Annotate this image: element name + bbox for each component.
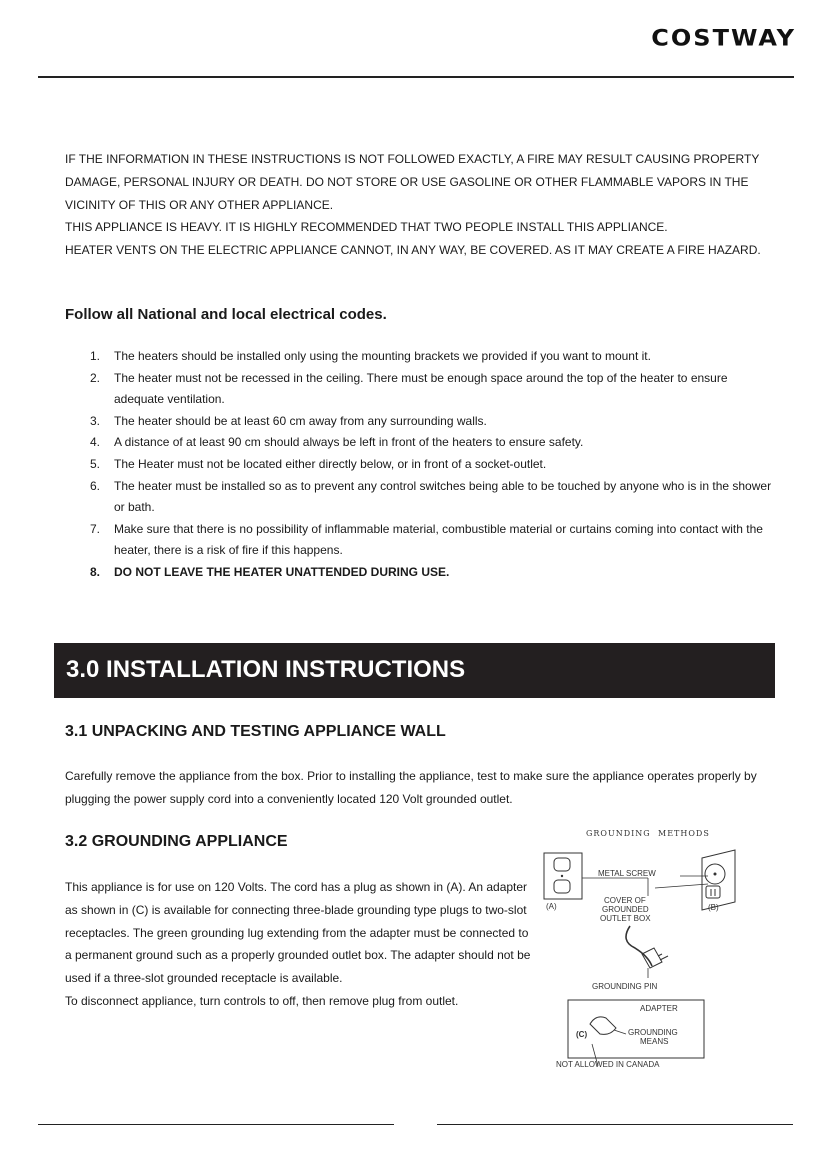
subsection-heading-3-1: 3.1 UNPACKING AND TESTING APPLIANCE WALL — [65, 723, 446, 740]
grounding-pin-label: GROUNDING PIN — [592, 982, 658, 991]
list-item — [90, 368, 780, 411]
list-number: 6. — [90, 478, 101, 493]
adapter-icon — [590, 1017, 616, 1035]
codes-heading: Follow all National and local electrical codes. — [65, 306, 387, 323]
subsection-text-3-2 — [65, 876, 535, 1013]
footer-divider-left — [38, 1124, 394, 1125]
figure-title-left: GROUNDING — [586, 829, 651, 838]
label-a: (A) — [546, 902, 557, 911]
section-banner — [54, 643, 775, 698]
metal-screw-label: METAL SCREW — [598, 869, 656, 878]
label-c: (C) — [576, 1030, 588, 1039]
list-number: 4. — [90, 435, 101, 450]
list-item — [90, 454, 780, 476]
warning-line: HEATER VENTS ON THE ELECTRIC APPLIANCE CANNOT, IN ANY WAY, BE COVERED. AS IT MAY CREATE A FIRE HAZARD. — [65, 243, 761, 258]
list-item — [90, 346, 780, 368]
grounding-paragraph: This appliance is for use on 120 Volts. The cord has a plug as shown in (A). An adapter as shown in (C) is available for connecting three-blade grounding type plugs to two-slot receptacles. The green grounding lug extending from the adapter must be connected to a permanent ground such as a properly grounded outlet box. The adapter should not be used if a three-slot grounded receptacle is available. — [65, 880, 531, 986]
outlet-box-label: OUTLET BOX — [600, 914, 651, 923]
warning-line: IF THE INFORMATION IN THESE INSTRUCTIONS IS NOT FOLLOWED EXACTLY, A FIRE MAY RESULT CAUSING PROPERTY DAMAGE, PERSONAL INJURY OR DEATH. DO NOT STORE OR USE GASOLINE OR OTHER FLAMMABLE VAPORS IN THE VICINITY OF THIS OR ANY OTHER APPLIANCE. — [65, 152, 760, 212]
list-text: The heater must not be recessed in the ceiling. There must be enough space around the top of the heater to ensure adequate ventilation. — [114, 370, 728, 407]
warning-line: THIS APPLIANCE IS HEAVY. IT IS HIGHLY RECOMMENDED THAT TWO PEOPLE INSTALL THIS APPLIANCE. — [65, 220, 668, 235]
section-title: 3.0 INSTALLATION INSTRUCTIONS — [66, 656, 466, 683]
label-b: (B) — [708, 903, 719, 912]
rules-list — [90, 346, 780, 584]
list-item — [90, 411, 780, 433]
grounded-label: GROUNDED — [602, 905, 649, 914]
subsection-text-3-1: Carefully remove the appliance from the box. Prior to installing the appliance, test to make sure the appliance operates properly by plugging the power supply cord into a conveniently located 120 Volt grounded outlet. — [65, 769, 757, 806]
list-text: The heater should be at least 60 cm away from any surrounding walls. — [114, 413, 487, 428]
list-text: The Heater must not be located either directly below, or in front of a socket-outlet. — [114, 456, 547, 471]
list-text: The heaters should be installed only using the mounting brackets we provided if you want to mount it. — [114, 349, 651, 363]
grounding-methods-figure — [530, 826, 780, 1074]
brand-logo: COSTWAY — [651, 25, 796, 51]
list-item — [90, 519, 780, 562]
list-text: The heater must be installed so as to prevent any control switches being able to be touched by anyone who is in the shower or bath. — [114, 478, 772, 515]
list-number: 5. — [90, 456, 101, 471]
list-number: 3. — [90, 413, 101, 428]
list-number: 8. — [90, 564, 101, 579]
footer-divider-right — [437, 1124, 793, 1125]
adapter-label: ADAPTER — [640, 1004, 678, 1013]
cover-of-label: COVER OF — [604, 896, 646, 905]
plug-cord-icon — [626, 926, 652, 966]
list-text: DO NOT LEAVE THE HEATER UNATTENDED DURING USE. — [114, 564, 450, 579]
not-allowed-label: NOT ALLOWED IN CANADA — [556, 1060, 660, 1069]
list-item — [90, 432, 780, 454]
list-number: 1. — [90, 349, 101, 363]
list-text: A distance of at least 90 cm should always be left in front of the heaters to ensure safety. — [114, 435, 584, 450]
list-number: 7. — [90, 521, 101, 536]
subsection-heading-3-2: 3.2 GROUNDING APPLIANCE — [65, 833, 288, 850]
warning-block — [65, 148, 785, 262]
list-number: 2. — [90, 370, 101, 385]
grounding-means-label-2: MEANS — [640, 1037, 669, 1046]
figure-title-right: METHODS — [658, 829, 710, 838]
disconnect-paragraph: To disconnect appliance, turn controls to off, then remove plug from outlet. — [65, 993, 459, 1008]
header-divider — [38, 76, 794, 78]
list-item — [90, 476, 780, 519]
list-item — [90, 562, 780, 584]
grounding-means-label-1: GROUNDING — [628, 1028, 678, 1037]
list-text: Make sure that there is no possibility of inflammable material, combustible material or curtains coming into contact with the heater, there is a risk of fire if this happens. — [114, 521, 763, 558]
